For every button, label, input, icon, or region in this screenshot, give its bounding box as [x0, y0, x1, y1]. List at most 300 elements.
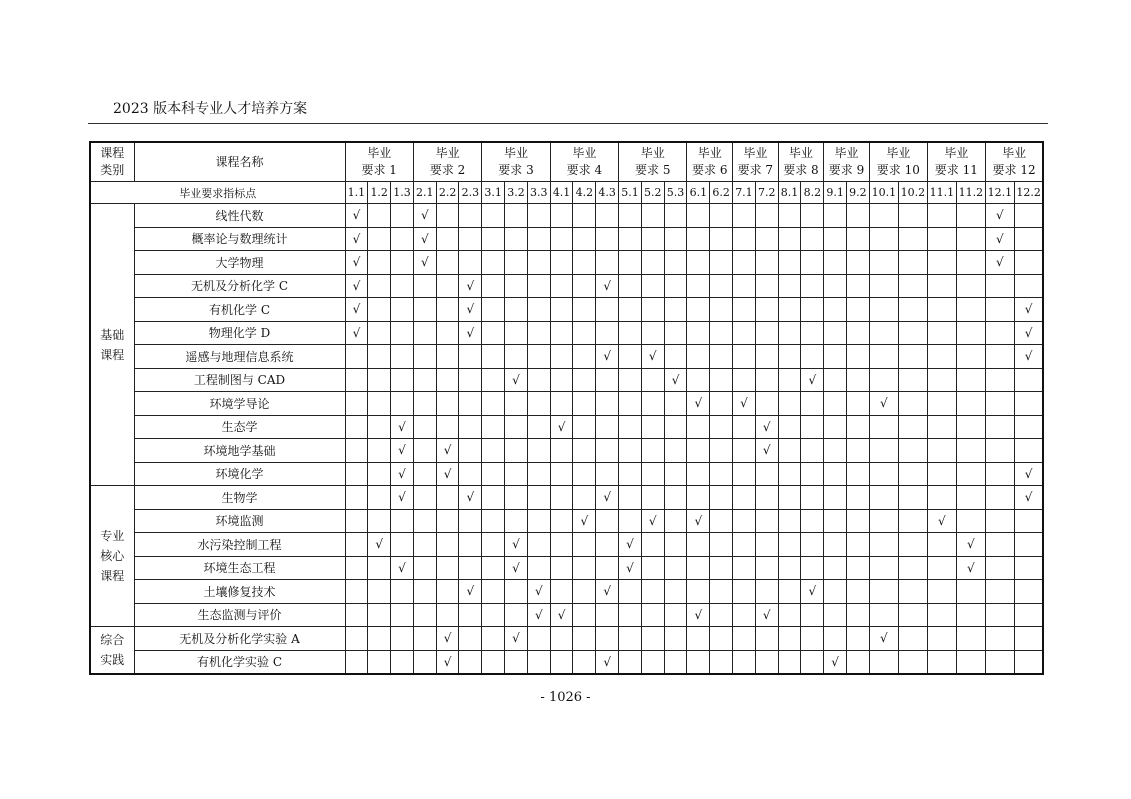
- check-mark: √: [1014, 345, 1043, 369]
- matrix-cell: [733, 274, 756, 298]
- matrix-cell: [368, 439, 391, 463]
- matrix-cell: [824, 392, 847, 416]
- matrix-cell: [801, 509, 824, 533]
- page-number: - 1026 -: [540, 690, 591, 705]
- matrix-cell: [869, 345, 898, 369]
- matrix-cell: [710, 368, 733, 392]
- matrix-cell: [527, 627, 550, 651]
- matrix-cell: [927, 580, 956, 604]
- indicator-header: 4.1: [550, 182, 573, 204]
- matrix-cell: [927, 462, 956, 486]
- check-mark: √: [527, 603, 550, 627]
- check-mark: √: [755, 603, 778, 627]
- matrix-cell: [527, 392, 550, 416]
- check-mark: √: [801, 580, 824, 604]
- course-name: 土壤修复技术: [134, 580, 345, 604]
- matrix-cell: [733, 298, 756, 322]
- table-row: [90, 345, 1043, 369]
- check-mark: √: [596, 486, 619, 510]
- matrix-cell: [869, 368, 898, 392]
- matrix-cell: [755, 274, 778, 298]
- matrix-cell: [1014, 368, 1043, 392]
- requirement-group-header: 毕业 要求 4: [550, 142, 618, 182]
- matrix-cell: [550, 556, 573, 580]
- check-mark: √: [1014, 486, 1043, 510]
- requirement-group-header: 毕业 要求 12: [985, 142, 1043, 182]
- course-category: 专业 核心 课程: [90, 486, 134, 627]
- matrix-cell: [985, 368, 1014, 392]
- check-mark: √: [345, 274, 368, 298]
- matrix-cell: [664, 627, 687, 651]
- course-requirement-matrix: [89, 141, 1044, 675]
- matrix-cell: [985, 509, 1014, 533]
- matrix-cell: [550, 486, 573, 510]
- check-mark: √: [413, 204, 436, 228]
- matrix-cell: [641, 486, 664, 510]
- matrix-cell: [687, 650, 710, 674]
- matrix-cell: [710, 227, 733, 251]
- matrix-cell: [641, 415, 664, 439]
- matrix-cell: [927, 321, 956, 345]
- matrix-cell: [436, 274, 459, 298]
- matrix-cell: [436, 509, 459, 533]
- matrix-cell: [898, 251, 927, 275]
- matrix-cell: [869, 415, 898, 439]
- matrix-cell: [1014, 415, 1043, 439]
- matrix-cell: [898, 204, 927, 228]
- table-row: [90, 486, 1043, 510]
- matrix-cell: [641, 650, 664, 674]
- matrix-cell: [847, 227, 870, 251]
- course-category: 基础 课程: [90, 204, 134, 486]
- matrix-cell: [391, 509, 414, 533]
- matrix-cell: [596, 627, 619, 651]
- matrix-cell: [345, 486, 368, 510]
- matrix-cell: [619, 627, 642, 651]
- matrix-cell: [550, 392, 573, 416]
- check-mark: √: [391, 439, 414, 463]
- matrix-cell: [898, 509, 927, 533]
- matrix-cell: [459, 509, 482, 533]
- matrix-cell: [801, 345, 824, 369]
- check-mark: √: [459, 274, 482, 298]
- matrix-cell: [755, 509, 778, 533]
- matrix-cell: [927, 298, 956, 322]
- matrix-cell: [824, 345, 847, 369]
- matrix-cell: [550, 274, 573, 298]
- matrix-cell: [436, 415, 459, 439]
- matrix-cell: [368, 298, 391, 322]
- check-mark: √: [927, 509, 956, 533]
- matrix-cell: [619, 509, 642, 533]
- matrix-cell: [824, 415, 847, 439]
- matrix-cell: [596, 251, 619, 275]
- matrix-cell: [687, 298, 710, 322]
- matrix-cell: [824, 321, 847, 345]
- matrix-cell: [733, 603, 756, 627]
- matrix-cell: [550, 439, 573, 463]
- matrix-cell: [985, 556, 1014, 580]
- matrix-cell: [687, 251, 710, 275]
- check-mark: √: [1014, 462, 1043, 486]
- matrix-cell: [927, 486, 956, 510]
- matrix-cell: [710, 533, 733, 557]
- matrix-cell: [847, 392, 870, 416]
- table-row: [90, 439, 1043, 463]
- requirement-group-header: 毕业 要求 5: [619, 142, 687, 182]
- matrix-cell: [710, 556, 733, 580]
- check-mark: √: [413, 227, 436, 251]
- matrix-cell: [482, 274, 505, 298]
- matrix-cell: [573, 204, 596, 228]
- matrix-cell: [664, 345, 687, 369]
- matrix-cell: [573, 274, 596, 298]
- matrix-cell: [1014, 627, 1043, 651]
- matrix-cell: [1014, 274, 1043, 298]
- matrix-cell: [824, 627, 847, 651]
- matrix-cell: [550, 533, 573, 557]
- matrix-cell: [733, 415, 756, 439]
- matrix-cell: [459, 533, 482, 557]
- check-mark: √: [687, 603, 710, 627]
- check-mark: √: [345, 227, 368, 251]
- matrix-cell: [413, 580, 436, 604]
- matrix-cell: [710, 274, 733, 298]
- matrix-cell: [459, 627, 482, 651]
- check-mark: √: [596, 274, 619, 298]
- matrix-cell: [755, 556, 778, 580]
- course-name: 生态学: [134, 415, 345, 439]
- matrix-cell: [550, 251, 573, 275]
- matrix-cell: [550, 368, 573, 392]
- check-mark: √: [459, 580, 482, 604]
- check-mark: √: [391, 462, 414, 486]
- matrix-cell: [710, 321, 733, 345]
- course-name: 环境地学基础: [134, 439, 345, 463]
- matrix-cell: [710, 509, 733, 533]
- matrix-cell: [482, 368, 505, 392]
- matrix-cell: [824, 251, 847, 275]
- matrix-cell: [527, 462, 550, 486]
- matrix-cell: [898, 533, 927, 557]
- matrix-cell: [898, 345, 927, 369]
- matrix-cell: [391, 298, 414, 322]
- matrix-cell: [391, 627, 414, 651]
- matrix-cell: [733, 368, 756, 392]
- matrix-cell: [778, 580, 801, 604]
- matrix-cell: [527, 439, 550, 463]
- matrix-cell: [641, 251, 664, 275]
- matrix-cell: [824, 556, 847, 580]
- matrix-cell: [956, 251, 985, 275]
- matrix-cell: [345, 462, 368, 486]
- matrix-cell: [847, 533, 870, 557]
- matrix-cell: [898, 321, 927, 345]
- matrix-cell: [619, 204, 642, 228]
- matrix-cell: [755, 227, 778, 251]
- table-row: [90, 392, 1043, 416]
- matrix-cell: [505, 298, 528, 322]
- matrix-cell: [368, 580, 391, 604]
- course-name: 环境学导论: [134, 392, 345, 416]
- matrix-cell: [345, 368, 368, 392]
- matrix-cell: [733, 439, 756, 463]
- matrix-cell: [436, 321, 459, 345]
- matrix-cell: [847, 345, 870, 369]
- check-mark: √: [596, 650, 619, 674]
- header-divider: [88, 123, 1048, 124]
- matrix-cell: [1014, 204, 1043, 228]
- matrix-cell: [778, 603, 801, 627]
- check-mark: √: [345, 298, 368, 322]
- matrix-cell: [619, 298, 642, 322]
- matrix-cell: [687, 415, 710, 439]
- matrix-cell: [927, 345, 956, 369]
- matrix-cell: [710, 415, 733, 439]
- matrix-cell: [847, 439, 870, 463]
- matrix-cell: [847, 298, 870, 322]
- matrix-cell: [985, 486, 1014, 510]
- matrix-cell: [778, 556, 801, 580]
- matrix-cell: [527, 227, 550, 251]
- matrix-cell: [733, 533, 756, 557]
- matrix-cell: [527, 204, 550, 228]
- matrix-cell: [927, 603, 956, 627]
- matrix-cell: [482, 439, 505, 463]
- indicator-header: 3.3: [527, 182, 550, 204]
- matrix-cell: [664, 204, 687, 228]
- course-name: 水污染控制工程: [134, 533, 345, 557]
- matrix-cell: [641, 204, 664, 228]
- matrix-cell: [482, 204, 505, 228]
- matrix-cell: [573, 650, 596, 674]
- check-mark: √: [619, 556, 642, 580]
- matrix-cell: [956, 486, 985, 510]
- indicator-header: 3.1: [482, 182, 505, 204]
- matrix-cell: [368, 603, 391, 627]
- indicator-header: 7.2: [755, 182, 778, 204]
- requirement-group-header: 毕业 要求 2: [413, 142, 481, 182]
- matrix-cell: [801, 439, 824, 463]
- matrix-cell: [687, 204, 710, 228]
- matrix-cell: [596, 321, 619, 345]
- matrix-cell: [847, 251, 870, 275]
- matrix-cell: [801, 227, 824, 251]
- matrix-cell: [596, 603, 619, 627]
- matrix-cell: [413, 298, 436, 322]
- matrix-cell: [869, 603, 898, 627]
- matrix-cell: [824, 486, 847, 510]
- check-mark: √: [550, 603, 573, 627]
- matrix-cell: [505, 462, 528, 486]
- matrix-cell: [733, 486, 756, 510]
- matrix-cell: [733, 321, 756, 345]
- indicator-header: 12.2: [1014, 182, 1043, 204]
- matrix-cell: [801, 251, 824, 275]
- check-mark: √: [436, 627, 459, 651]
- matrix-cell: [573, 486, 596, 510]
- matrix-cell: [413, 509, 436, 533]
- table-row: [90, 603, 1043, 627]
- check-mark: √: [664, 368, 687, 392]
- matrix-cell: [847, 603, 870, 627]
- matrix-cell: [985, 415, 1014, 439]
- matrix-cell: [368, 509, 391, 533]
- matrix-cell: [778, 627, 801, 651]
- matrix-cell: [801, 556, 824, 580]
- matrix-cell: [664, 603, 687, 627]
- matrix-cell: [368, 556, 391, 580]
- matrix-cell: [436, 533, 459, 557]
- matrix-cell: [413, 415, 436, 439]
- matrix-cell: [459, 439, 482, 463]
- matrix-cell: [391, 533, 414, 557]
- check-mark: √: [985, 227, 1014, 251]
- indicator-header: 5.1: [619, 182, 642, 204]
- matrix-cell: [573, 298, 596, 322]
- matrix-cell: [619, 321, 642, 345]
- table-row: [90, 462, 1043, 486]
- matrix-cell: [927, 650, 956, 674]
- indicator-header: 11.1: [927, 182, 956, 204]
- matrix-cell: [755, 345, 778, 369]
- check-mark: √: [985, 204, 1014, 228]
- matrix-cell: [505, 345, 528, 369]
- matrix-cell: [505, 251, 528, 275]
- matrix-cell: [710, 392, 733, 416]
- course-name-column-header: 课程名称: [134, 142, 345, 182]
- matrix-cell: [778, 415, 801, 439]
- matrix-cell: [641, 603, 664, 627]
- table-row: [90, 650, 1043, 674]
- course-name: 大学物理: [134, 251, 345, 275]
- matrix-cell: [368, 345, 391, 369]
- matrix-cell: [345, 345, 368, 369]
- matrix-cell: [927, 415, 956, 439]
- requirement-group-header: 毕业 要求 1: [345, 142, 413, 182]
- indicator-header: 5.3: [664, 182, 687, 204]
- matrix-cell: [733, 627, 756, 651]
- matrix-cell: [778, 368, 801, 392]
- matrix-cell: [898, 603, 927, 627]
- matrix-cell: [847, 274, 870, 298]
- matrix-cell: [847, 627, 870, 651]
- check-mark: √: [1014, 321, 1043, 345]
- matrix-cell: [436, 227, 459, 251]
- matrix-cell: [619, 368, 642, 392]
- matrix-cell: [847, 462, 870, 486]
- matrix-cell: [687, 580, 710, 604]
- check-mark: √: [459, 298, 482, 322]
- matrix-cell: [368, 368, 391, 392]
- check-mark: √: [985, 251, 1014, 275]
- matrix-cell: [755, 462, 778, 486]
- table-row: [90, 509, 1043, 533]
- matrix-cell: [505, 415, 528, 439]
- matrix-cell: [824, 274, 847, 298]
- matrix-cell: [778, 204, 801, 228]
- matrix-cell: [482, 556, 505, 580]
- matrix-cell: [505, 321, 528, 345]
- indicator-header: 2.3: [459, 182, 482, 204]
- matrix-cell: [641, 274, 664, 298]
- matrix-cell: [687, 274, 710, 298]
- matrix-cell: [550, 204, 573, 228]
- matrix-cell: [436, 298, 459, 322]
- matrix-cell: [391, 650, 414, 674]
- matrix-cell: [345, 533, 368, 557]
- matrix-cell: [391, 251, 414, 275]
- matrix-cell: [459, 345, 482, 369]
- matrix-cell: [641, 321, 664, 345]
- requirement-header-row: [90, 142, 1043, 182]
- matrix-cell: [869, 580, 898, 604]
- indicator-header: 1.1: [345, 182, 368, 204]
- matrix-cell: [664, 321, 687, 345]
- matrix-cell: [573, 321, 596, 345]
- matrix-cell: [550, 650, 573, 674]
- check-mark: √: [956, 556, 985, 580]
- matrix-cell: [345, 556, 368, 580]
- matrix-cell: [687, 556, 710, 580]
- matrix-cell: [898, 439, 927, 463]
- matrix-cell: [664, 556, 687, 580]
- table-row: [90, 274, 1043, 298]
- matrix-cell: [687, 227, 710, 251]
- course-category: 综合 实践: [90, 627, 134, 675]
- matrix-cell: [527, 509, 550, 533]
- matrix-cell: [550, 580, 573, 604]
- matrix-cell: [664, 462, 687, 486]
- matrix-cell: [527, 415, 550, 439]
- matrix-cell: [1014, 392, 1043, 416]
- check-mark: √: [550, 415, 573, 439]
- matrix-cell: [413, 274, 436, 298]
- matrix-cell: [505, 580, 528, 604]
- check-mark: √: [755, 439, 778, 463]
- indicator-header: 4.2: [573, 182, 596, 204]
- matrix-cell: [482, 533, 505, 557]
- matrix-cell: [436, 603, 459, 627]
- check-mark: √: [596, 345, 619, 369]
- matrix-cell: [927, 368, 956, 392]
- matrix-cell: [956, 204, 985, 228]
- matrix-cell: [710, 251, 733, 275]
- matrix-cell: [801, 415, 824, 439]
- matrix-cell: [985, 298, 1014, 322]
- matrix-cell: [413, 462, 436, 486]
- matrix-cell: [801, 533, 824, 557]
- matrix-cell: [778, 227, 801, 251]
- check-mark: √: [687, 509, 710, 533]
- matrix-cell: [985, 627, 1014, 651]
- matrix-cell: [413, 650, 436, 674]
- matrix-cell: [573, 462, 596, 486]
- matrix-cell: [778, 321, 801, 345]
- matrix-cell: [459, 392, 482, 416]
- matrix-cell: [778, 533, 801, 557]
- matrix-cell: [755, 298, 778, 322]
- matrix-cell: [1014, 556, 1043, 580]
- matrix-cell: [527, 251, 550, 275]
- matrix-cell: [687, 462, 710, 486]
- matrix-cell: [898, 627, 927, 651]
- matrix-cell: [847, 486, 870, 510]
- course-name: 遥感与地理信息系统: [134, 345, 345, 369]
- matrix-cell: [733, 650, 756, 674]
- check-mark: √: [391, 415, 414, 439]
- matrix-cell: [482, 580, 505, 604]
